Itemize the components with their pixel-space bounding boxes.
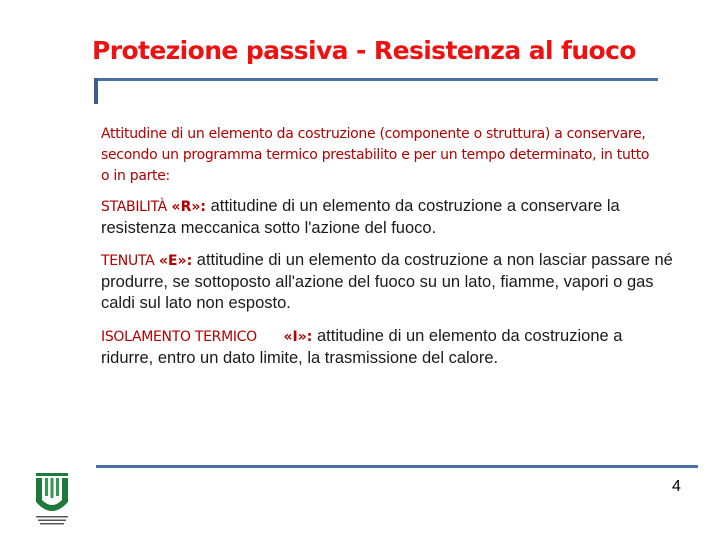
item-description: attitudine di un elemento da costruzione a ridurre, entro un dato limite, la trasmissione del calore. [101,327,623,367]
university-logo-icon [32,470,72,526]
item-stabilita [101,196,676,239]
title-left-bar [94,78,98,104]
item-term: ISOLAMENTO TERMICO [101,329,257,345]
intro-text: Attitudine di un elemento da costruzione (componente o struttura) a conservare, secondo un programma termico prestabilito e per un tempo determinato, in tutto o in parte: [101,126,650,184]
slide-title: Protezione passiva - Resistenza al fuoco [92,36,636,65]
page-number: 4 [672,478,681,495]
item-code: «R»: [171,199,206,215]
item-term: TENUTA [101,253,155,269]
item-term: STABILITÀ [101,199,167,215]
item-tenuta [101,250,676,314]
item-code: «E»: [158,253,193,269]
item-description: attitudine di un elemento da costruzione a non lasciar passare né produrre, se sottoposto all'azione del fuoco su un lato, fiamme, vapori o gas caldi sul lato non esposto. [101,251,673,312]
item-isolamento [101,326,676,369]
footer-rule [96,465,698,468]
item-code: «I»: [283,329,313,345]
title-underline [98,78,658,81]
item-description: attitudine di un elemento da costruzione a conservare la resistenza meccanica sotto l'azione del fuoco. [101,197,620,237]
